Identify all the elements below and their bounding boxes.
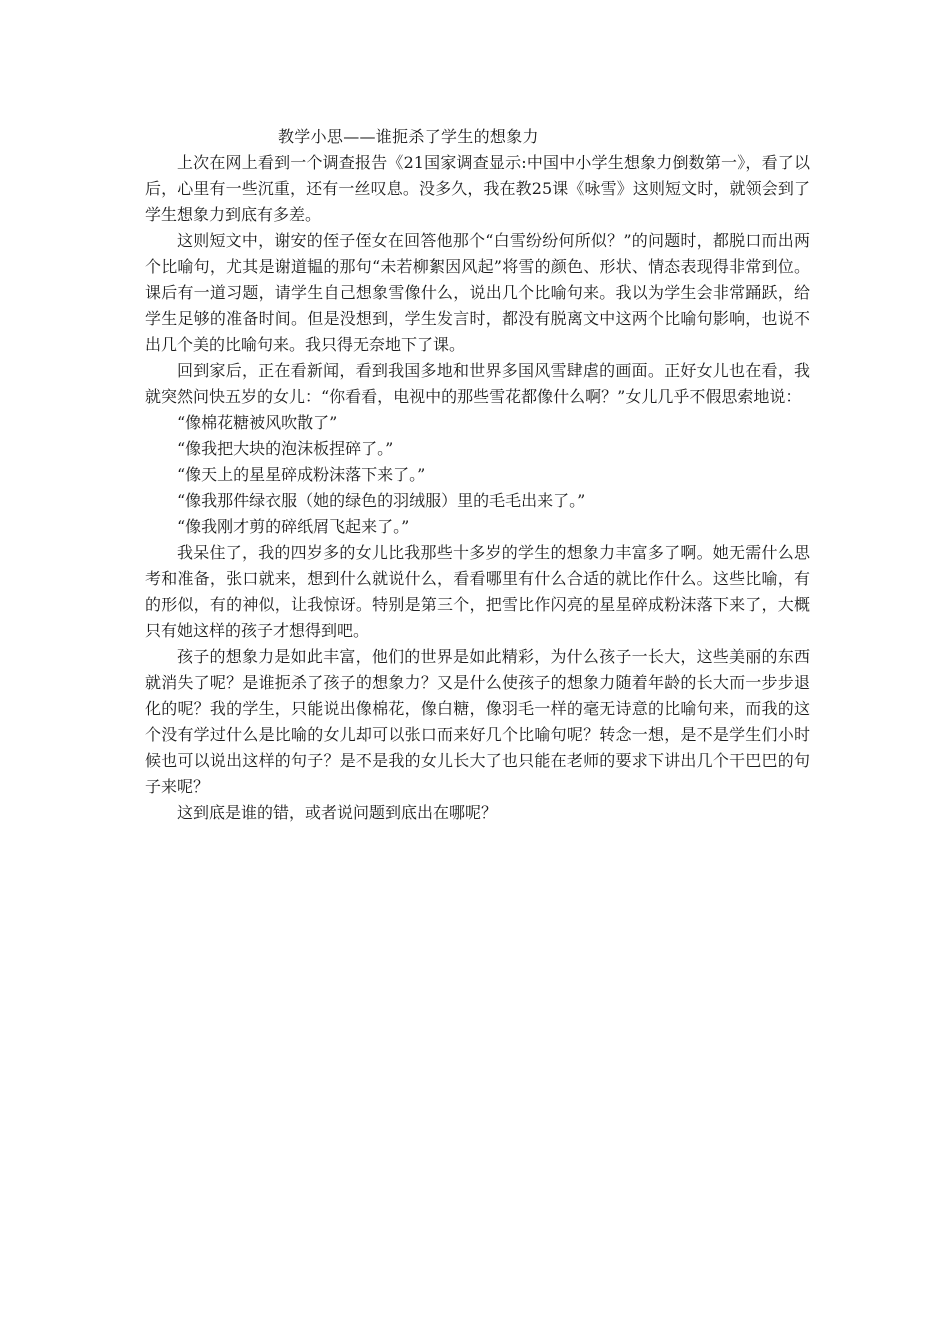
quote-item: “像我刚才剪的碎纸屑飞起来了。” bbox=[177, 517, 410, 536]
document-title: 教学小思——谁扼杀了学生的想象力 bbox=[278, 127, 539, 146]
quote-item: “像天上的星星碎成粉沫落下来了。” bbox=[177, 465, 426, 484]
paragraph-question: 孩子的想象力是如此丰富，他们的世界是如此精彩，为什么孩子一长大，这些美丽的东西就消失了呢？是谁扼杀了孩子的想象力？又是什么使孩子的想象力随着年龄的长大而一步步退化的呢？我的学生，只能说出像棉花，像白糖，像羽毛一样的毫无诗意的比喻句来，而我的这个没有学过什么是比喻的女儿却可以张口而来好几个比喻句呢？转念一想，是不是学生们小时候也可以说出这样的句子？是不是我的女儿长大了也只能在老师的要求下讲出几个干巴巴的句子来呢？ bbox=[145, 647, 810, 796]
paragraph-lesson: 这则短文中，谢安的侄子侄女在回答他那个“白雪纷纷何所似？”的问题时，都脱口而出两个比喻句，尤其是谢道韫的那句“未若柳絮因风起”将雪的颜色、形状、情态表现得非常到位。课后有一道习题，请学生自己想象雪像什么，说出几个比喻句来。我以为学生会非常踊跃，给学生足够的准备时间。但是没想到，学生发言时，都没有脱离文中这两个比喻句影响，也说不出几个美的比喻句来。我只得无奈地下了课。 bbox=[145, 231, 810, 354]
paragraph-conclusion: 这到底是谁的错，或者说问题到底出在哪呢？ bbox=[177, 803, 498, 822]
quote-item: “像我那件绿衣服（她的绿色的羽绒服）里的毛毛出来了。” bbox=[177, 491, 586, 510]
quote-item: “像棉花糖被风吹散了” bbox=[177, 413, 338, 432]
document-page bbox=[145, 126, 810, 826]
paragraph-home: 回到家后，正在看新闻，看到我国多地和世界多国风雪肆虐的画面。正好女儿也在看，我就突然问快五岁的女儿：“你看看，电视中的那些雪花都像什么啊？”女儿几乎不假思索地说： bbox=[145, 361, 810, 406]
quote-item: “像我把大块的泡沫板捏碎了。” bbox=[177, 439, 394, 458]
paragraph-intro: 上次在网上看到一个调查报告《21国家调查显示:中国中小学生想象力倒数第一》，看了以后，心里有一些沉重，还有一丝叹息。没多久，我在教25课《咏雪》这则短文时，就领会到了学生想象力到底有多差。 bbox=[145, 153, 810, 224]
paragraph-reflection: 我呆住了，我的四岁多的女儿比我那些十多岁的学生的想象力丰富多了啊。她无需什么思考和准备，张口就来，想到什么就说什么，看看哪里有什么合适的就比作什么。这些比喻，有的形似，有的神似，让我惊讶。特别是第三个，把雪比作闪亮的星星碎成粉沫落下来了，大概只有她这样的孩子才想得到吧。 bbox=[145, 543, 810, 640]
